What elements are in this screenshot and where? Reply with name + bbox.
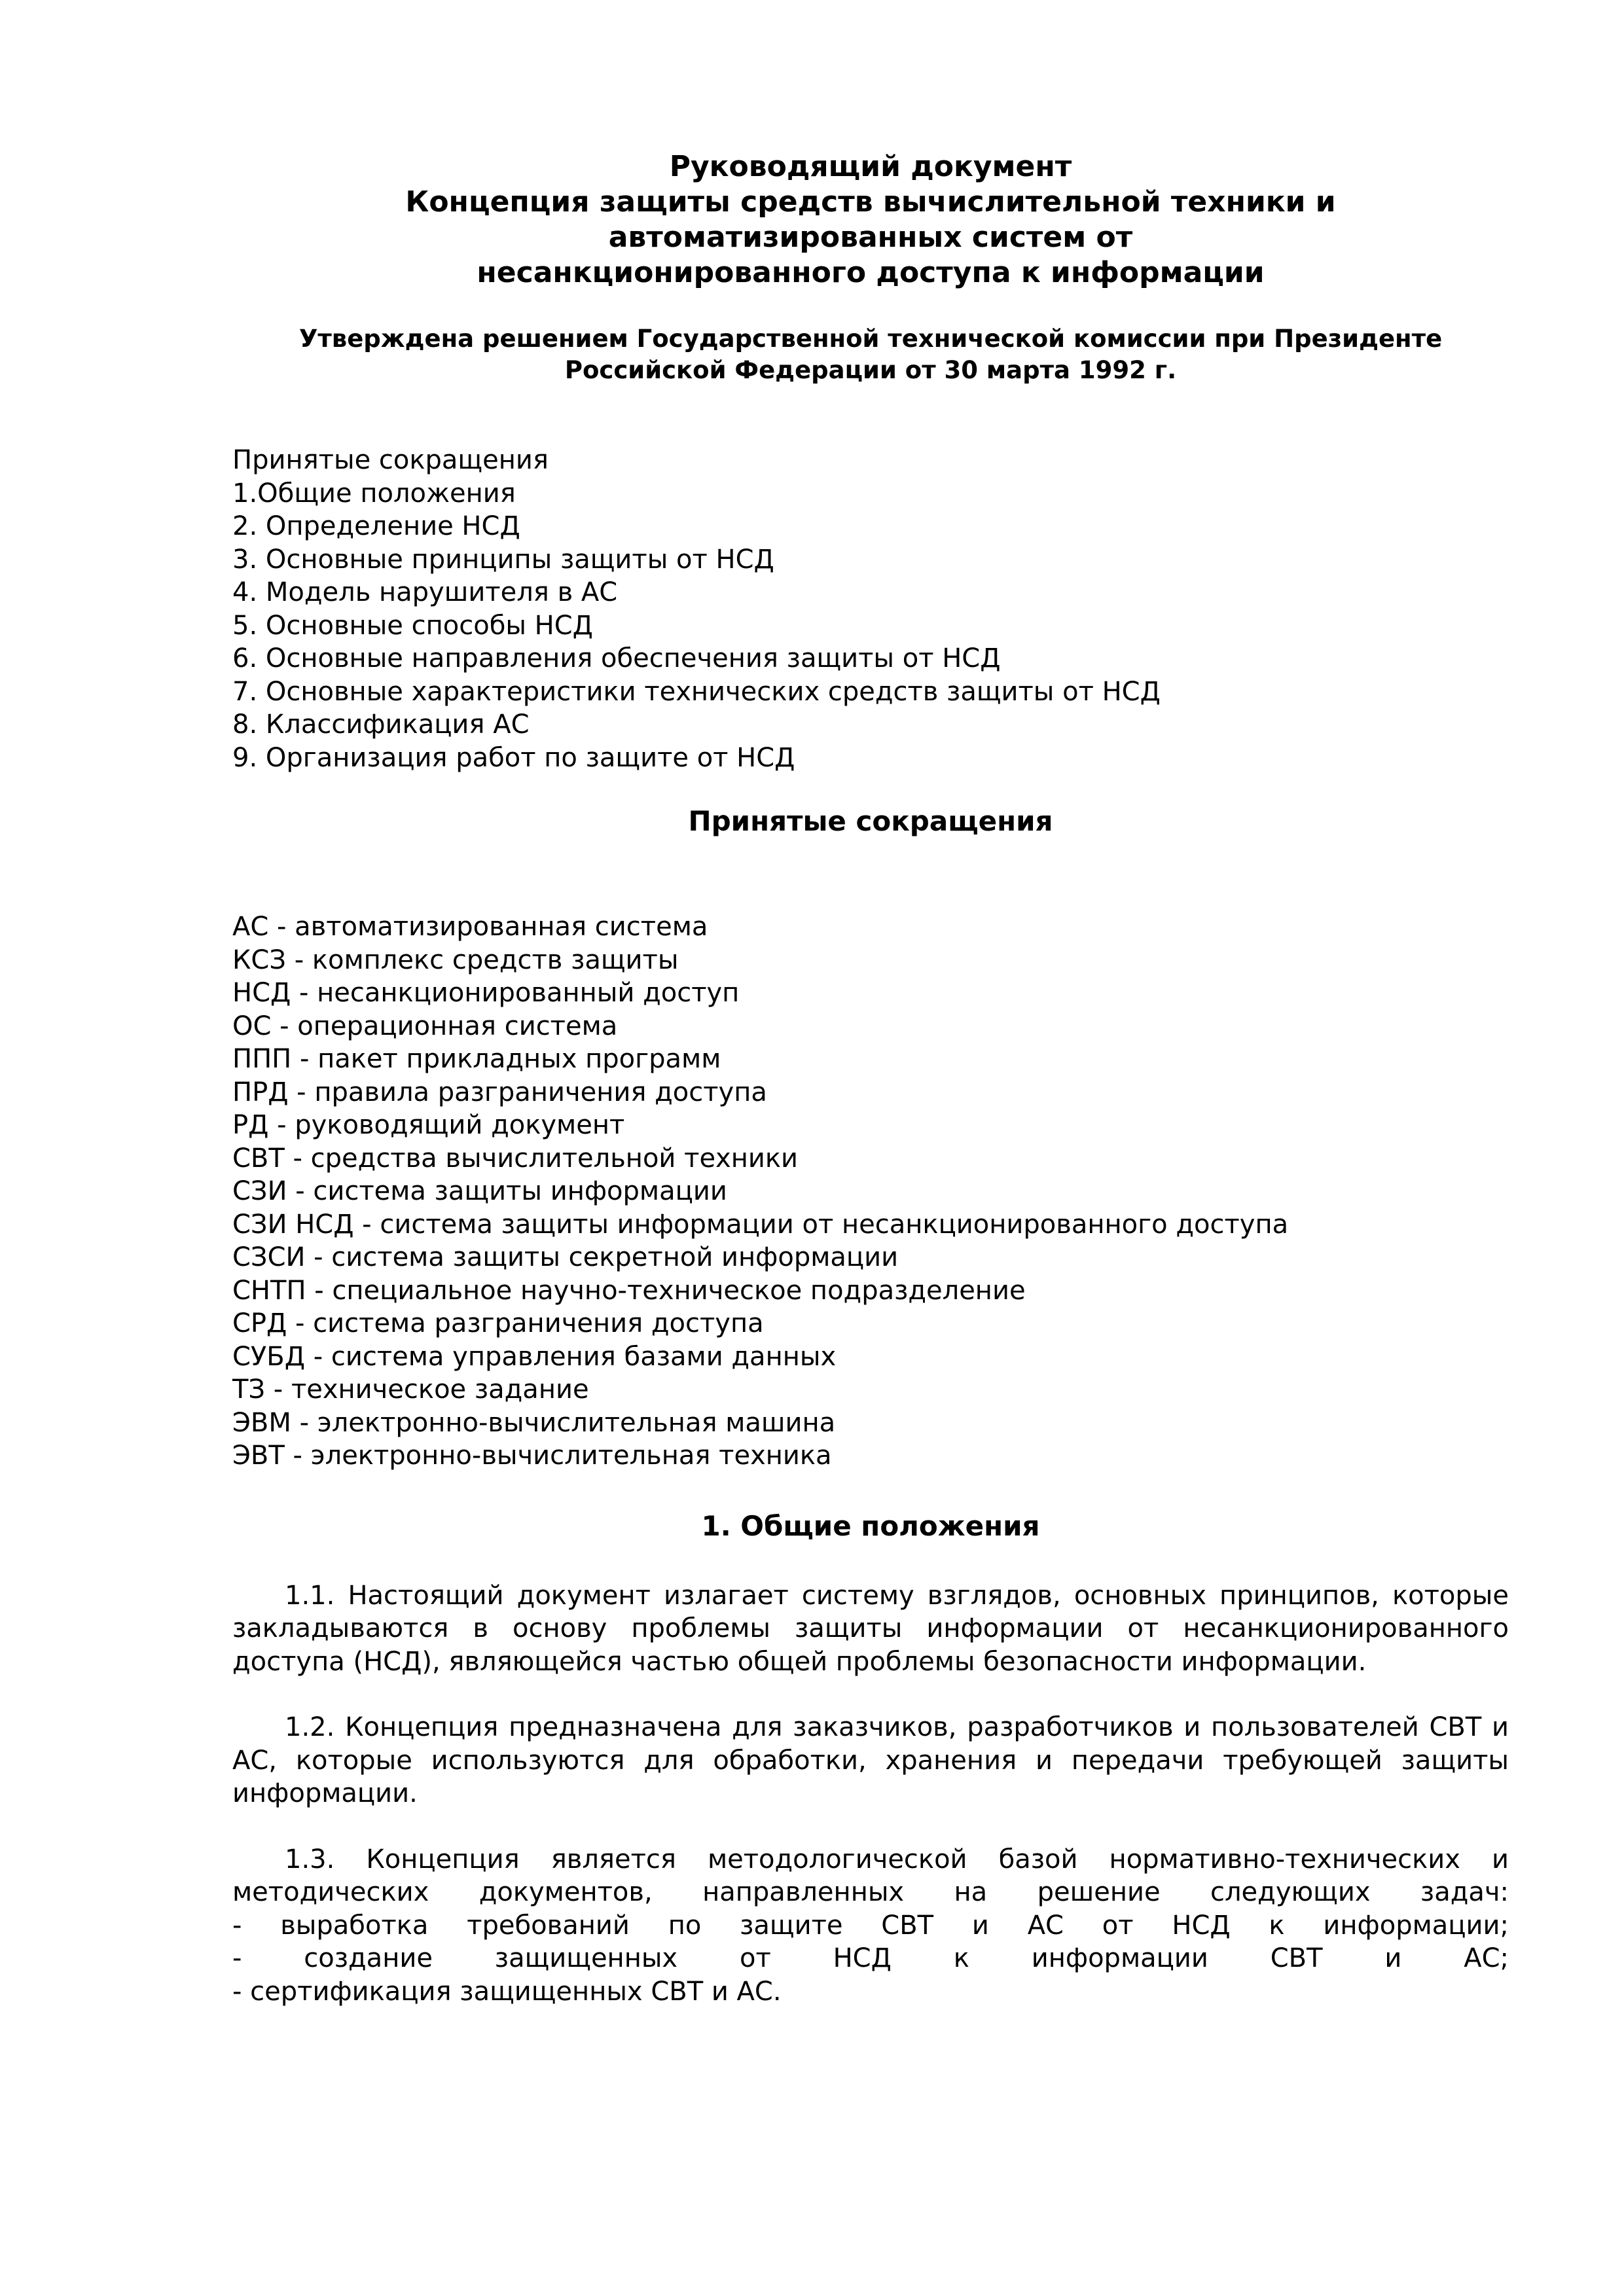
abbreviation-item: ОС - операционная система <box>232 1011 618 1041</box>
paragraph-1-1: 1.1. Настоящий документ излагает систему взглядов, основных принципов, которые закладываются в основу проблемы защиты информации от несанкционированного доступа (НСД), являющейся частью общей проблемы безопасности информации. <box>232 1580 1509 1677</box>
abbreviation-item: СЗСИ - система защиты секретной информации <box>232 1242 899 1272</box>
toc-item: 8. Классификация АС <box>232 709 530 740</box>
abbreviation-item: АС - автоматизированная система <box>232 912 708 942</box>
toc-item: 5. Основные способы НСД <box>232 610 593 641</box>
approval-note <box>232 323 1509 386</box>
abbreviations-heading: Принятые сокращения <box>688 805 1053 837</box>
title-line: Концепция защиты средств вычислительной техники и <box>405 185 1336 219</box>
task-item: - сертификация защищенных СВТ и АС. <box>232 1976 782 2007</box>
title-line: несанкционированного доступа к информации <box>477 256 1265 289</box>
paragraph-1-3 <box>232 1843 1509 2009</box>
abbreviation-item: ППП - пакет прикладных программ <box>232 1044 721 1074</box>
abbreviation-item: СЗИ - система защиты информации <box>232 1176 727 1206</box>
abbreviation-item: РД - руководящий документ <box>232 1110 625 1140</box>
document-page <box>232 149 1509 2008</box>
toc-item: 7. Основные характеристики технических средств защиты от НСД <box>232 676 1161 707</box>
paragraph-1-3-line: методических документов, направленных на решение следующих задач: <box>232 1877 1509 1907</box>
toc-item: 6. Основные направления обеспечения защиты от НСД <box>232 643 1001 673</box>
document-title <box>232 149 1509 291</box>
title-line: автоматизированных систем от <box>608 221 1133 254</box>
abbreviations-list <box>232 910 1509 1473</box>
abbreviation-item: ЭВТ - электронно-вычислительная техника <box>232 1441 832 1471</box>
title-line: Руководящий документ <box>669 150 1072 183</box>
toc-item: 3. Основные принципы защиты от НСД <box>232 544 774 575</box>
abbreviation-item: КСЗ - комплекс средств защиты <box>232 944 679 975</box>
task-item: - выработка требований по защите СВТ и АС от НСД к информации; <box>232 1910 1509 1941</box>
abbreviation-item: СЗИ НСД - система защиты информации от несанкционированного доступа <box>232 1209 1289 1240</box>
task-item: - создание защищенных от НСД к информации СВТ и АС; <box>232 1943 1509 1973</box>
abbreviation-item: СРД - система разграничения доступа <box>232 1308 764 1338</box>
abbreviation-item: ЭВМ - электронно-вычислительная машина <box>232 1407 836 1438</box>
abbreviation-item: ПРД - правила разграничения доступа <box>232 1077 767 1107</box>
toc-item: 4. Модель нарушителя в АС <box>232 577 618 607</box>
abbreviation-item: НСД - несанкционированный доступ <box>232 978 740 1008</box>
abbreviation-item: СВТ - средства вычислительной техники <box>232 1143 799 1174</box>
abbreviation-item: ТЗ - техническое задание <box>232 1374 589 1405</box>
approval-line: Российской Федерации от 30 марта 1992 г. <box>564 356 1177 384</box>
toc-item: 1.Общие положения <box>232 478 516 509</box>
toc-item: 2. Определение НСД <box>232 511 520 541</box>
general-provisions-heading: 1. Общие положения <box>701 1509 1040 1542</box>
approval-line: Утверждена решением Государственной технической комиссии при Президенте <box>298 325 1443 353</box>
table-of-contents <box>232 444 1509 774</box>
toc-item: Принятые сокращения <box>232 445 549 475</box>
toc-item: 9. Организация работ по защите от НСД <box>232 742 795 773</box>
paragraph-1-2: 1.2. Концепция предназначена для заказчиков, разработчиков и пользователей СВТ и АС, которые используются для обработки, хранения и передачи требующей защиты информации. <box>232 1712 1509 1808</box>
abbreviation-item: СНТП - специальное научно-техническое подразделение <box>232 1275 1026 1306</box>
paragraph-1-3-line: 1.3. Концепция является методологической базой нормативно-технических и <box>285 1844 1509 1874</box>
abbreviation-item: СУБД - система управления базами данных <box>232 1341 837 1372</box>
